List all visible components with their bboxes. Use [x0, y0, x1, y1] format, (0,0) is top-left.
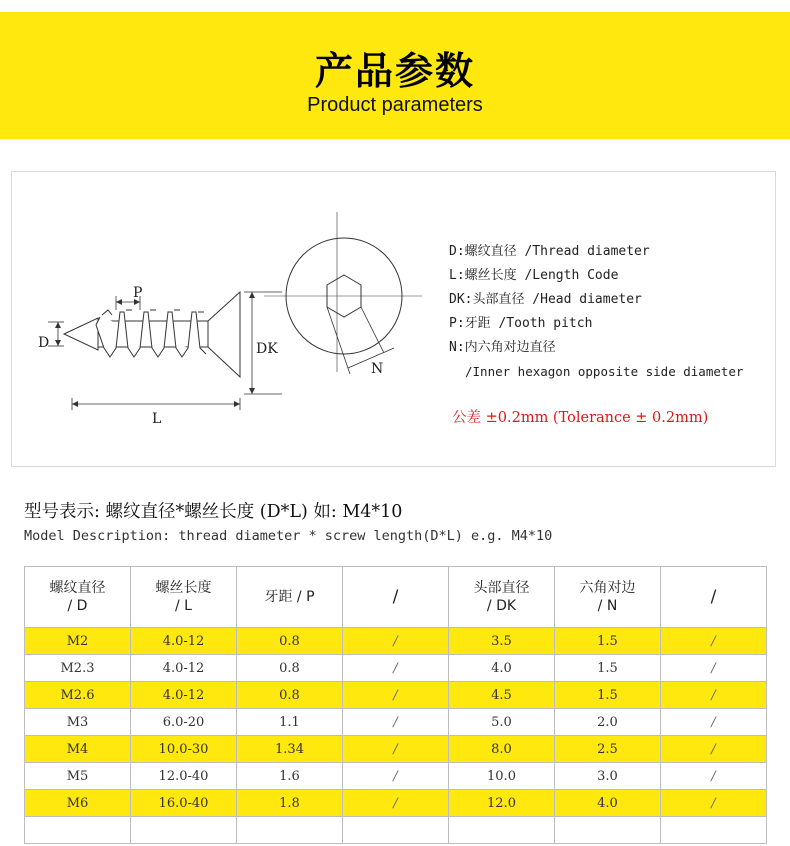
- model-description-en: Model Description: thread diameter * screw length(D*L) e.g. M4*10: [24, 528, 553, 544]
- page-title: 产品参数: [314, 49, 475, 93]
- cell-dk: 5.0: [449, 709, 555, 736]
- cell-p: 1.34: [237, 736, 343, 763]
- model-description-cn: 型号表示: 螺纹直径*螺丝长度 (D*L) 如: M4*10: [24, 502, 403, 522]
- dimension-lines: [48, 292, 282, 410]
- cell-p: 0.8: [237, 682, 343, 709]
- cell-p: 1.8: [237, 790, 343, 817]
- cell-empty: /: [661, 763, 767, 790]
- label-n: N: [371, 361, 384, 377]
- cell-l: 6.0-20: [131, 709, 237, 736]
- cell-n: 1.5: [555, 628, 661, 655]
- parameter-table: [24, 566, 767, 844]
- cell-p: 0.8: [237, 628, 343, 655]
- tolerance-note: 公差 ±0.2mm (Tolerance ± 0.2mm): [452, 410, 709, 426]
- cell-empty: /: [661, 790, 767, 817]
- cell-empty: /: [661, 682, 767, 709]
- table-row: [25, 736, 767, 763]
- header-empty-2: /: [661, 567, 767, 628]
- cell-l: 10.0-30: [131, 736, 237, 763]
- cell-dk: 4.5: [449, 682, 555, 709]
- screw-head-top-view: [264, 212, 422, 374]
- cell-empty: /: [661, 628, 767, 655]
- table-row: [25, 628, 767, 655]
- table-row: [25, 682, 767, 709]
- table-row: [25, 655, 767, 682]
- header-pitch: 牙距 / P: [237, 567, 343, 628]
- dimension-legend: [449, 240, 774, 384]
- legend-item-dk: DK:头部直径 /Head diameter: [449, 292, 642, 307]
- legend-item-n: N:内六角对边直径: [449, 340, 556, 355]
- header-hex-across-flats: 六角对边 / N: [555, 567, 661, 628]
- legend-item-p: P:牙距 /Tooth pitch: [449, 316, 593, 331]
- screw-diagram-panel: [11, 171, 776, 467]
- cell-p: 1.6: [237, 763, 343, 790]
- cell-d: M6: [25, 790, 131, 817]
- cell-l: 4.0-12: [131, 682, 237, 709]
- cell-l: 4.0-12: [131, 655, 237, 682]
- cell-empty: /: [661, 736, 767, 763]
- header-head-diameter: 头部直径 / DK: [449, 567, 555, 628]
- table-header-row: [25, 567, 767, 628]
- header-empty-1: /: [343, 567, 449, 628]
- cell-n: 1.5: [555, 682, 661, 709]
- cell-n: 4.0: [555, 790, 661, 817]
- cell-n: 1.5: [555, 655, 661, 682]
- cell-l: 12.0-40: [131, 763, 237, 790]
- cell-empty: /: [343, 736, 449, 763]
- legend-item-d: D:螺纹直径 /Thread diameter: [449, 244, 650, 259]
- cell-empty: /: [661, 709, 767, 736]
- cell-d: M4: [25, 736, 131, 763]
- cell-n: 3.0: [555, 763, 661, 790]
- label-p: P: [133, 285, 143, 301]
- table-row: [25, 763, 767, 790]
- label-d: D: [38, 335, 50, 351]
- cell-empty: /: [343, 628, 449, 655]
- cell-dk: 12.0: [449, 790, 555, 817]
- table-row-blank: [25, 817, 767, 844]
- table-row: [25, 709, 767, 736]
- cell-d: M2.3: [25, 655, 131, 682]
- cell-n: 2.0: [555, 709, 661, 736]
- cell-empty: /: [661, 655, 767, 682]
- cell-dk: 3.5: [449, 628, 555, 655]
- cell-empty: /: [343, 763, 449, 790]
- cell-dk: 10.0: [449, 763, 555, 790]
- cell-dk: 8.0: [449, 736, 555, 763]
- cell-empty: /: [343, 709, 449, 736]
- cell-d: M5: [25, 763, 131, 790]
- cell-l: 16.0-40: [131, 790, 237, 817]
- label-dk: DK: [256, 341, 278, 357]
- table-row: [25, 790, 767, 817]
- header-banner: [0, 12, 790, 139]
- cell-empty: /: [343, 655, 449, 682]
- cell-p: 1.1: [237, 709, 343, 736]
- label-l: L: [152, 411, 162, 427]
- legend-item-n-english: /Inner hexagon opposite side diameter: [465, 364, 744, 379]
- cell-n: 2.5: [555, 736, 661, 763]
- legend-item-l: L:螺丝长度 /Length Code: [449, 268, 619, 283]
- cell-dk: 4.0: [449, 655, 555, 682]
- cell-empty: /: [343, 790, 449, 817]
- cell-d: M3: [25, 709, 131, 736]
- screw-side-view: [64, 292, 240, 377]
- header-screw-length: 螺丝长度 / L: [131, 567, 237, 628]
- header-thread-diameter: 螺纹直径 / D: [25, 567, 131, 628]
- screw-drawing: [12, 172, 448, 466]
- cell-p: 0.8: [237, 655, 343, 682]
- cell-empty: /: [343, 682, 449, 709]
- cell-l: 4.0-12: [131, 628, 237, 655]
- cell-d: M2.6: [25, 682, 131, 709]
- page-subtitle: Product parameters: [307, 94, 483, 116]
- cell-d: M2: [25, 628, 131, 655]
